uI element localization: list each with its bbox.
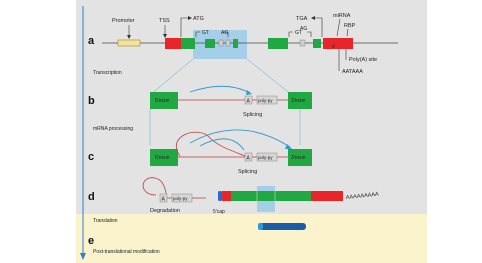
panel-label-b: b xyxy=(88,95,95,107)
intronic-element-1 xyxy=(219,40,223,46)
panel-label-a: a xyxy=(88,35,95,47)
label-ag2-visible: AG xyxy=(300,26,308,32)
label-splicing-b: Splicing xyxy=(243,112,263,118)
label-promoter: Promoter xyxy=(112,18,135,24)
mrna-cds xyxy=(231,191,311,201)
utr3-red xyxy=(323,38,353,49)
stage-transcription: Transcription xyxy=(93,70,122,76)
label-tga: TGA xyxy=(296,16,308,22)
translation-band xyxy=(76,214,427,263)
label-tss: TSS xyxy=(159,18,170,24)
label-gt1: GT xyxy=(202,30,209,36)
label-exon3-b: 3'exon xyxy=(291,98,306,104)
panel-label-c: c xyxy=(88,151,95,163)
mrna-utr5 xyxy=(222,191,231,201)
label-splicing-c: Splicing xyxy=(238,169,258,175)
panel-label-d: d xyxy=(88,191,95,203)
label-a-b: A xyxy=(246,98,250,105)
exon1-green xyxy=(181,38,195,49)
exon3-green xyxy=(268,38,288,49)
label-polypy-b: poly-py xyxy=(258,98,273,103)
label-gt2: GT xyxy=(295,30,302,36)
stage-post-translational: Post-translational modification xyxy=(93,249,160,255)
label-polypy-d: poly-py xyxy=(173,196,188,201)
polya-tail: AAAAAAAAA xyxy=(345,191,380,201)
label-exon5-b: 5'exon xyxy=(155,98,170,104)
label-a-d: A xyxy=(161,196,165,203)
intronic-element-3 xyxy=(300,40,305,46)
protein-bar xyxy=(258,223,306,230)
label-cap: 5'cap xyxy=(213,209,225,215)
five-prime-cap xyxy=(218,191,222,201)
stage-mrna-processing: mRNA processing xyxy=(93,126,134,132)
panel-background xyxy=(76,0,427,214)
label-polypy-c: poly-py xyxy=(258,155,273,160)
stage-translation: Translation xyxy=(93,218,118,224)
exon2-small-b xyxy=(233,39,238,48)
protein-bar-cap xyxy=(258,223,263,230)
label-mirna: miRNA xyxy=(333,13,351,19)
label-ag1: AG xyxy=(221,30,229,36)
utr5-red xyxy=(165,38,181,49)
label-polya-site: Poly(A) site xyxy=(349,57,378,63)
exon4-small xyxy=(313,39,321,48)
panel-label-e: e xyxy=(88,235,95,247)
label-exon3-c: 3'exon xyxy=(291,155,306,161)
mrna-utr3 xyxy=(311,191,343,201)
label-a-c: A xyxy=(246,155,250,162)
exon2-small-a xyxy=(205,39,215,48)
promoter-box xyxy=(118,40,140,46)
label-aataaa: AATAAA xyxy=(342,69,363,75)
label-exon5-c: 5'exon xyxy=(155,155,170,161)
mirna-target-marks: ||| xyxy=(332,43,336,48)
label-degradation: Degradation xyxy=(150,208,180,214)
label-rbp: RBP xyxy=(344,23,356,29)
intronic-element-2 xyxy=(226,40,230,46)
label-atg: ATG xyxy=(193,16,204,22)
